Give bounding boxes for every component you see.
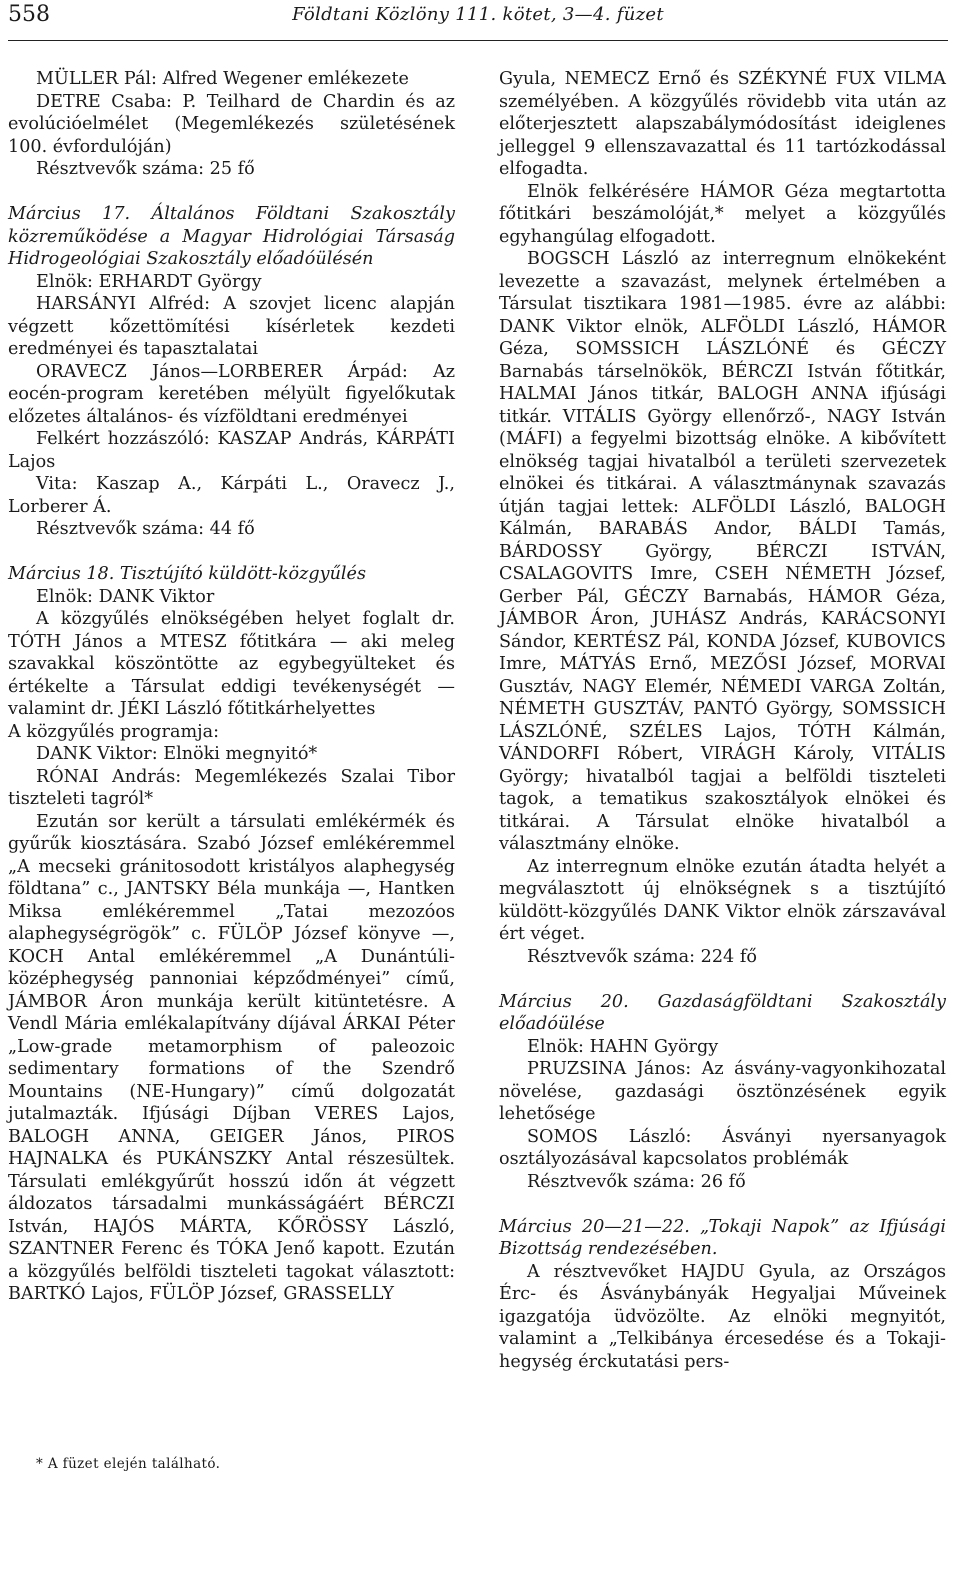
- paragraph: Résztvevők száma: 44 fő: [36, 519, 255, 539]
- paragraph: Résztvevők száma: 224 fő: [527, 946, 757, 967]
- section-heading: Március 17. Általános Földtani Szakosztály közreműködése a Magyar Hidrológiai Társaság Hidrogeológiai Szakosztály előadóülésén: [8, 204, 455, 269]
- paragraph: Elnök felkérésére HÁMOR Géza megtartotta főtitkári beszámolóját,* melyet a közgyűlés egyhangúlag elfogadott.: [499, 181, 946, 247]
- section-heading: Március 20. Gazdaságföldtani Szakosztály előadóülése: [499, 991, 946, 1034]
- section-heading: Március 18. Tisztújító küldött-közgyűlés: [8, 564, 367, 584]
- footnote: * A füzet elején található.: [36, 1456, 221, 1472]
- paragraph: MÜLLER Pál: Alfred Wegener emlékezete: [36, 69, 409, 89]
- paragraph: Elnök: HAHN György: [527, 1036, 719, 1057]
- paragraph: DANK Viktor: Elnöki megnyitó*: [36, 744, 318, 764]
- page-header: [8, 0, 948, 41]
- paragraph: Az interregnum elnöke ezután átadta helyét a megválasztott új elnökségnek s a tisztújító küldött-közgyűlés DANK Viktor elnök zárszavával ért véget.: [499, 856, 946, 944]
- paragraph: A közgyűlés elnökségében helyet foglalt dr. TÓTH János a MTESZ főtitkára — aki meleg szavakkal köszöntötte az egybegyülteket és értékelte a Társulat eddigi tevékenységét — valamint dr. JÉKI László főtitkárhelyettes: [8, 609, 455, 719]
- journal-title: Földtani Közlöny 111. kötet, 3—4. füzet: [292, 4, 664, 25]
- paragraph: A közgyűlés programja:: [8, 721, 219, 742]
- paragraph: RÓNAI András: Megemlékezés Szalai Tibor tiszteleti tagról*: [8, 766, 455, 809]
- paragraph: BOGSCH László az interregnum elnökeként levezette a szavazást, melynek értelmében a Társulat tisztikara 1981—1985. évre az alábbi: DANK Viktor elnök, ALFÖLDI László, HÁMOR Géza, SOMSSICH LÁSZLÓNÉ és GÉCZY Barnabás társelnökök, BÉRCZI István főtitkár, HALMAI János titkár, BALOGH ANNA ifjúsági titkár. VITÁLIS György ellenőrző-, NAGY István (MÁFI) a fegyelmi bizottság elnöke. A kibővített elnökség tagjai hivatalból a területi szervezetek elnökei és titkárai. A választmánynak szavazás útján tagjai lettek: ALFÖLDI László, BALOGH Kálmán, BARABÁS Andor, BÁLDI Tamás, BÁRDOSSY György, BÉRCZI ISTVÁN, CSALAGOVITS Imre, CSEH NÉMETH József, Gerber Pál, GÉCZY Barnabás, HÁMOR Géza, JÁMBOR Áron, JUHÁSZ András, KARÁCSONYI Sándor, KERTÉSZ Pál, KONDA József, KUBOVICS Imre, MÁTYÁS Ernő, MEZŐSI József, MORVAI Gusztáv, NAGY Elemér, NÉMEDI VARGA Zoltán, NÉMETH GUSZTÁV, PANTÓ György, SOMSSICH LÁSZLÓNÉ, SZÉLES Lajos, TÓTH Kálmán, VÁNDORFI Róbert, VIRÁGH Károly, VITÁLIS György; hivatalból tagjai a belföldi tiszteleti tagok, a tematikus szakosztályok elnökei és titkárai. A Társulat elnöke hivatalból a választmány elnöke.: [499, 249, 946, 854]
- paragraph: Elnök: DANK Viktor: [36, 586, 215, 607]
- right-column: [499, 68, 946, 1373]
- paragraph: ORAVECZ János—LORBERER Árpád: Az eocén-program keretében mélyült figyelőkutak előzetes általános- és vízföldtani eredményei: [8, 361, 455, 427]
- paragraph: Ezután sor került a társulati emlékérmék és gyűrűk kiosztására. Szabó József emlékéremmel „A mecseki gránitosodott kristályos alaphegység földtana” c., JANTSKY Béla munkája —, Hantken Miksa emlékéremmel „Tatai mezozóos alaphegységrögök” c. FÜLÖP József könyve —, KOCH Antal emlékéremmel „A Dunántúli-középhegység pannoniai képződményei” című, JÁMBOR Áron munkája került kitüntetésre. A Vendl Mária emlékalapítvány díjával ÁRKAI Péter „Low-grade metamorphism of paleozoic sedimentary formations of the Szendrő Mountains (NE-Hungary)” című dolgozatát jutalmazták. Ifjúsági Díjban VERES Lajos, BALOGH ANNA, GEIGER János, PIROS HAJNALKA és PUKÁNSZKY Antal részesültek. Társulati emlékgyűrűt hosszú időn át végzett áldozatos társadalmi munkásságáért BÉRCZI István, HAJÓS MÁRTA, KŐRÖSSY László, SZANTNER Ferenc és TÓKA Jenő kapott. Ezután a közgyűlés belföldi tiszteleti tagokat választott: BARTKÓ Lajos, FÜLÖP József, GRASSELLY: [8, 811, 455, 1304]
- paragraph: DETRE Csaba: P. Teilhard de Chardin és az evolúcióelmélet (Megemlékezés születésének 100. évfordulóján): [8, 91, 455, 157]
- page-number: 558: [8, 2, 50, 27]
- paragraph: PRUZSINA János: Az ásvány-vagyonkihozatal növelése, gazdasági ösztönzésének egyik lehetősége: [499, 1059, 946, 1124]
- paragraph: Résztvevők száma: 25 fő: [36, 159, 255, 179]
- paragraph: Résztvevők száma: 26 fő: [527, 1171, 746, 1192]
- paragraph: HARSÁNYI Alfréd: A szovjet licenc alapján végzett kőzettömítési kísérletek kezdeti eredményei és tapasztalatai: [8, 294, 455, 359]
- section-heading: Március 20—21—22. „Tokaji Napok” az Ifjúsági Bizottság rendezésében.: [499, 1216, 946, 1259]
- paragraph: SOMOS László: Ásványi nyersanyagok osztályozásával kapcsolatos problémák: [499, 1126, 946, 1169]
- left-column: [8, 68, 455, 1306]
- paragraph: Gyula, NEMECZ Ernő és SZÉKYNÉ FUX VILMA személyében. A közgyűlés rövidebb vita után az előterjesztett alapszabálymódosítást ideiglenes jelleggel 9 ellenszavazattal és 11 tartózkodással elfogadta.: [499, 69, 946, 179]
- paragraph: Felkért hozzászóló: KASZAP András, KÁRPÁTI Lajos: [8, 429, 455, 472]
- paragraph: Vita: Kaszap A., Kárpáti L., Oravecz J., Lorberer Á.: [8, 474, 455, 517]
- paragraph: Elnök: ERHARDT György: [36, 271, 262, 292]
- paragraph: A résztvevőket HAJDU Gyula, az Országos Érc- és Ásványbányák Hegyaljai Műveinek igazgatója üdvözölte. Az elnöki megnyitót, valamint a „Telkibánya ércesedése és a Tokaji-hegység érckutatási pers-: [499, 1261, 946, 1372]
